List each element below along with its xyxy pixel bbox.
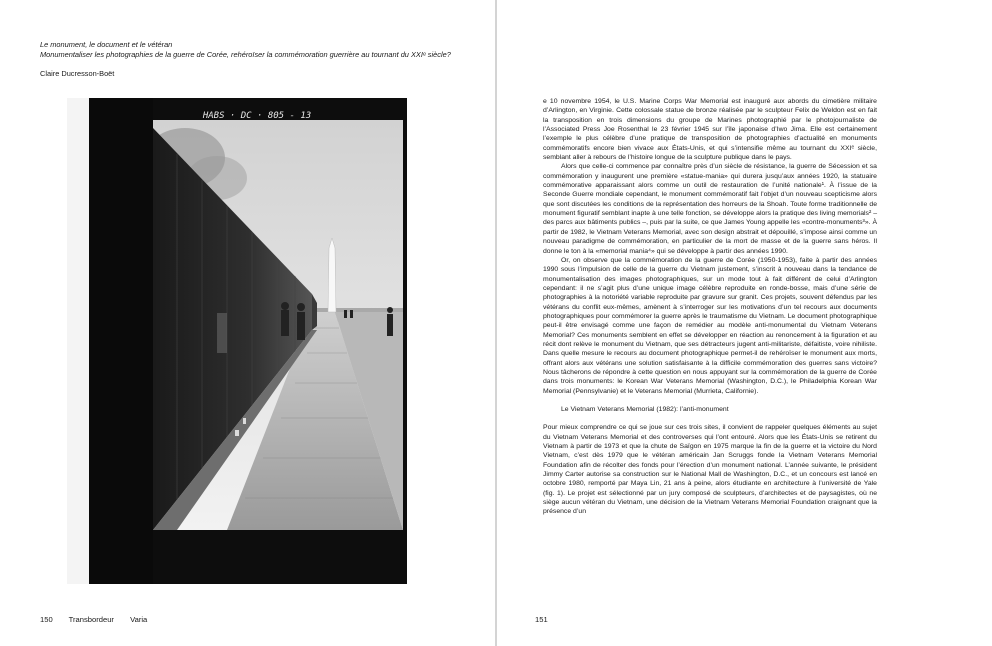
header-subtitle: Monumentaliser les photographies de la guerre de Corée, rehéroïser la commémoration guerrière au tournant du XXIᵉ siècle?	[40, 50, 451, 59]
paragraph-3: Or, on observe que la commémoration de la guerre de Corée (1950-1953), faite à partir des années 1990 sous l’impulsion de celle de la guerre du Vietnam justement, s’inscrit à nouveau dans la tendance de monumentalisation des images photographiques, sur un mode tout à fait différent de celui d’Arlington cependant: il ne s’agit plus d’une unique image célèbre reproduite en ronde-bosse, mais d’une série de photographies à la notoriété variable reproduite par gravure sur granit. Ces projets, souvent défendus par les vétérans du conflit eux-mêmes, amènent à s’interroger sur les motivations d’un tel recours aux documents photographiques pour commémorer la guerre après le traumatisme du Vietnam. Le document photographique peut-il être envisagé comme une façon de remédier au modèle anti-monumental du Vietnam Veterans Memorial? Ces monuments semblent en effet se développer en réaction au renoncement à la figuration et au récit dont relève le monument du Vietnam, que ses détracteurs jugent anti-militariste, défaitiste, voire nihiliste. Dans quelle mesure le recours au document photographique permet-il de rehéroïser le monument aux morts, offrant alors aux vétérans une solution satisfaisante à la difficile commémoration des guerres sans victoire? Nous tâcherons de répondre à cette question en nous appuyant sur la commémoration de la guerre de Corée dans trois monuments: le Korean War Veterans Memorial (Washington, D.C.), le Philadelphia Korean War Memorial (Pennsylvanie) et le Veterans Memorial (Murrieta, Californie).	[543, 256, 877, 395]
header-title: Le monument, le document et le vétéran	[40, 40, 173, 49]
section-paragraph: Pour mieux comprendre ce qui se joue sur ces trois sites, il convient de rappeler quelques éléments au sujet du Vietnam Veterans Memorial et des controverses qui l’ont entouré. Alors que les États-Unis se retirent du Vietnam à partir de 1973 et que la chute de Saïgon en 1975 marque la fin de la guerre et la victoire du Nord Vietnam, c’est dès 1979 que le vétéran américain Jan Scruggs fonde la Vietnam Veterans Memorial Foundation afin de récolter des fonds pour l’érection d’un monument national. L’année suivante, le président Jimmy Carter autorise sa construction sur le National Mall de Washington, D.C., et un concours est lancé en octobre 1980, remporté par Maya Lin, 21 ans à peine, alors étudiante en architecture à l’université de Yale (fig. 1). Le projet est sélectionné par un jury composé de sculpteurs, d’architectes et de paysagistes, où ne siège aucun vétéran du Vietnam, une décision de la Vietnam Veterans Memorial Foundation craignant que la présence d’un	[543, 424, 877, 516]
left-page	[0, 0, 495, 646]
journal-name: Transbordeur	[68, 615, 114, 624]
paragraph-1: e 10 novembre 1954, le U.S. Marine Corps War Memorial est inauguré aux abords du cimetière militaire d’Arlington, en Virginie. Cette colossale statue de bronze réalisée par le sculpteur Felix de Weldon est en fait la transposition en trois dimensions du groupe de Marines photographié par le photojournaliste de l’Associated Press Joe Rosenthal le 23 février 1945 sur l’île japonaise d’Iwo Jima. Elle est certainement l’exemple le plus célèbre d’une pratique de transposition de photographies d’actualité en monuments commémoratifs encore bien vivace aux États-Unis, et qui s’intensifie même au tournant du XXIᵉ siècle, semblant aller à rebours de l’histoire longue de la sculpture publique dans le pays.	[543, 98, 877, 162]
paragraph-2: Alors que celle-ci commence par connaître près d’un siècle de résistance, la guerre de Sécession et sa commémoration y inaugurent une première «statue-mania» qui durera jusqu’aux années 1920, la statuaire commémorative apparaissant alors comme un outil de restauration de l’unité nationale¹. À l’issue de la Seconde Guerre mondiale cependant, le monument commémoratif fait l’objet d’un nouveau scepticisme alors que sont discutées les conditions de la représentation des horreurs de la Shoah. Toute forme traditionnelle de monument figuratif semblant inapte à une telle fonction, se développe alors la pratique des living memorials² – des parcs aux bâtiments publics –, puis par la suite, ce que James Young appelle les «contre-monuments³». À partir de 1982, le Vietnam Veterans Memorial, avec son design abstrait et dépouillé, s’impose ainsi comme un nouveau paradigme de commémoration, en particulier de la mort de masse et de la guerre sans héros. Il donne le ton à la «memorial mania⁴» qui se développe à partir des années 1990.	[543, 163, 878, 255]
running-header	[40, 40, 480, 60]
vietnam-memorial-photograph	[67, 98, 407, 584]
author-name: Claire Ducresson-Boët	[40, 69, 115, 78]
section-name: Varia	[130, 615, 148, 624]
page-number: 150	[40, 615, 53, 624]
left-folio	[40, 615, 161, 624]
right-page	[497, 0, 992, 646]
right-folio	[535, 615, 562, 624]
section-heading: Le Vietnam Veterans Memorial (1982): l’anti-monument	[561, 406, 729, 413]
article-column	[543, 97, 877, 517]
photo-inscription: HABS · DC · 805 - 13	[202, 111, 312, 121]
page-number: 151	[535, 615, 548, 624]
